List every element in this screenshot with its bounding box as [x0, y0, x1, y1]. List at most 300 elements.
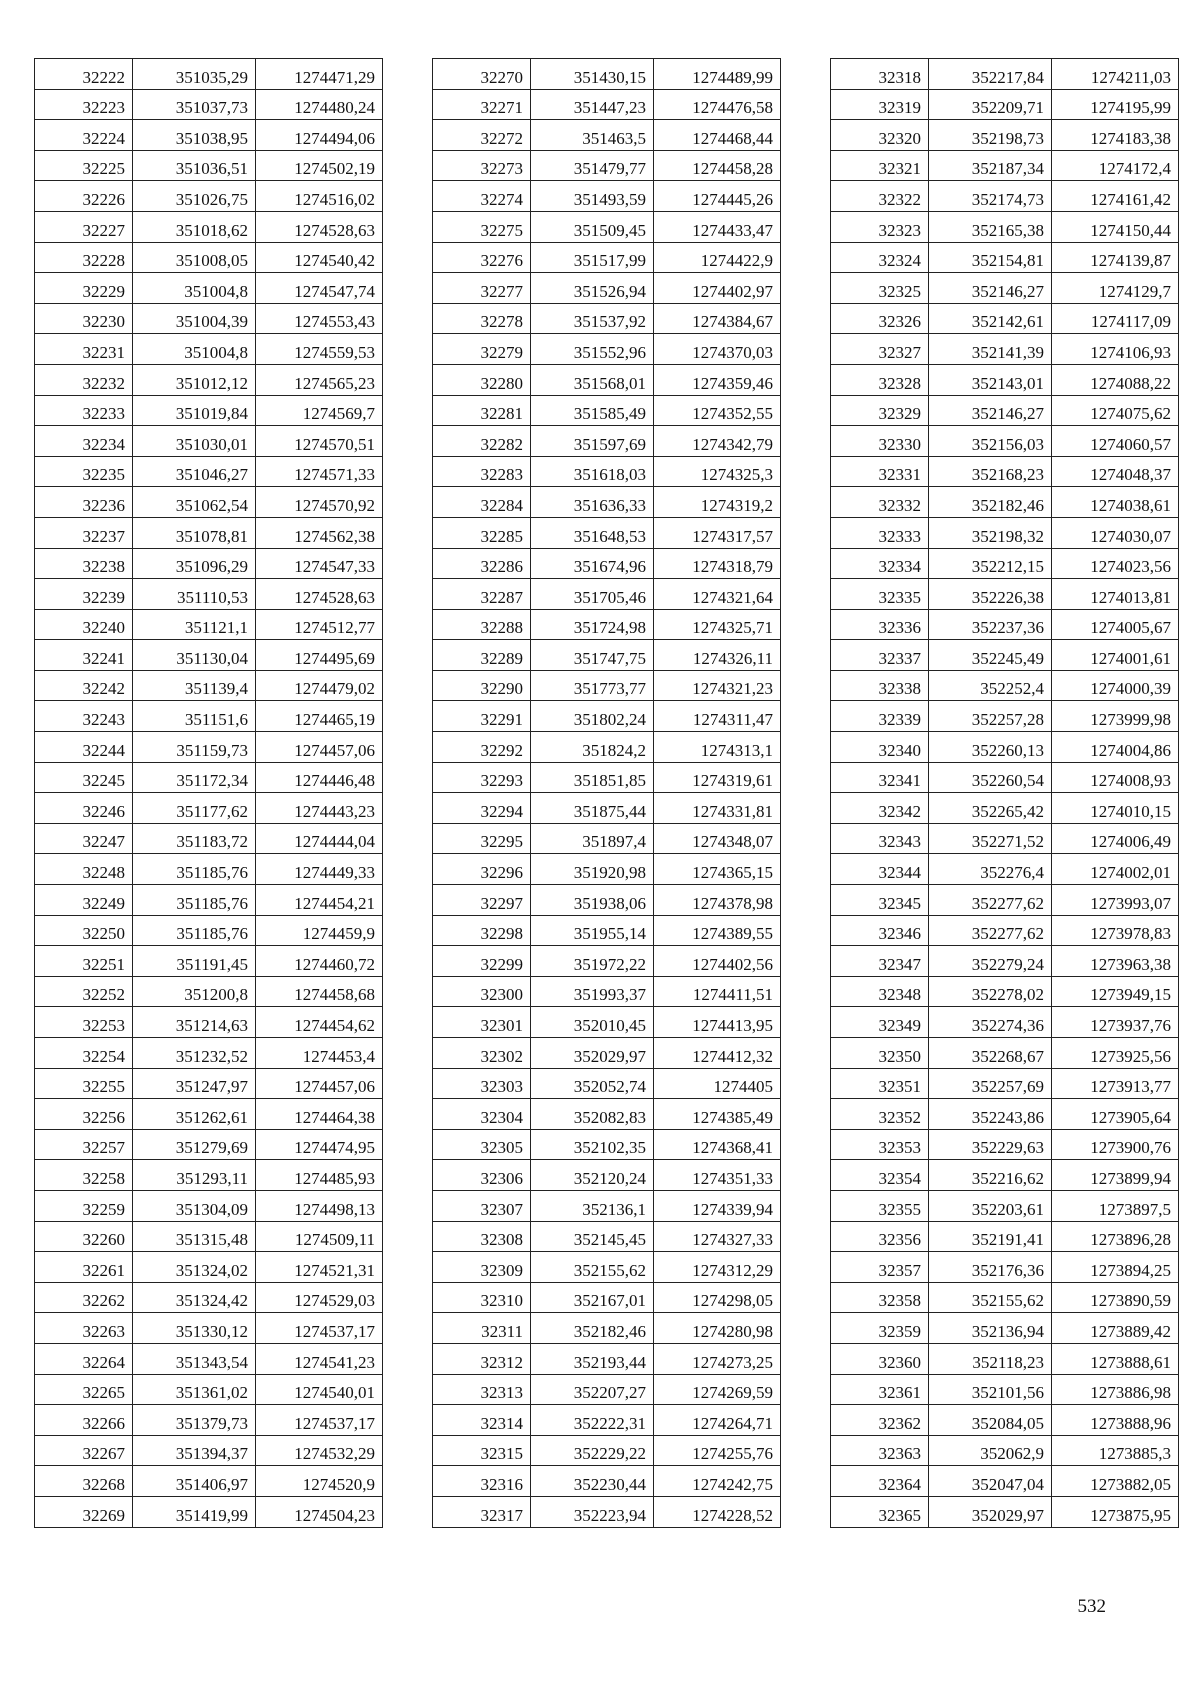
y-coordinate-cell: 1273886,98 [1052, 1374, 1179, 1405]
y-coordinate-cell: 1274457,06 [256, 1068, 383, 1099]
table-row [35, 946, 383, 977]
y-coordinate-cell: 1273999,98 [1052, 701, 1179, 732]
point-number-cell: 32299 [433, 946, 531, 977]
x-coordinate-cell: 352222,31 [531, 1405, 654, 1436]
y-coordinate-cell: 1274038,61 [1052, 487, 1179, 518]
table-row [831, 885, 1179, 916]
y-coordinate-cell: 1274479,02 [256, 670, 383, 701]
x-coordinate-cell: 352155,62 [531, 1252, 654, 1283]
x-coordinate-cell: 352209,71 [929, 89, 1052, 120]
y-coordinate-cell: 1274498,13 [256, 1190, 383, 1221]
x-coordinate-cell: 351159,73 [133, 732, 256, 763]
y-coordinate-cell: 1274321,23 [654, 670, 781, 701]
y-coordinate-cell: 1273899,94 [1052, 1160, 1179, 1191]
table-row [35, 579, 383, 610]
x-coordinate-cell: 352245,49 [929, 640, 1052, 671]
x-coordinate-cell: 351493,59 [531, 181, 654, 212]
point-number-cell: 32253 [35, 1007, 133, 1038]
y-coordinate-cell: 1274060,57 [1052, 426, 1179, 457]
point-number-cell: 32236 [35, 487, 133, 518]
point-number-cell: 32242 [35, 670, 133, 701]
table-row [831, 426, 1179, 457]
x-coordinate-cell: 351185,76 [133, 885, 256, 916]
y-coordinate-cell: 1274359,46 [654, 364, 781, 395]
point-number-cell: 32330 [831, 426, 929, 457]
x-coordinate-cell: 351037,73 [133, 89, 256, 120]
y-coordinate-cell: 1274161,42 [1052, 181, 1179, 212]
x-coordinate-cell: 352274,36 [929, 1007, 1052, 1038]
table-row [433, 1374, 781, 1405]
point-number-cell: 32235 [35, 456, 133, 487]
table-row [35, 1190, 383, 1221]
x-coordinate-cell: 351330,12 [133, 1313, 256, 1344]
table-row [35, 426, 383, 457]
point-number-cell: 32279 [433, 334, 531, 365]
x-coordinate-cell: 351463,5 [531, 120, 654, 151]
point-number-cell: 32256 [35, 1099, 133, 1130]
table-row [433, 181, 781, 212]
table-row [35, 1129, 383, 1160]
y-coordinate-cell: 1274570,92 [256, 487, 383, 518]
point-number-cell: 32331 [831, 456, 929, 487]
y-coordinate-cell: 1274228,52 [654, 1496, 781, 1527]
y-coordinate-cell: 1274023,56 [1052, 548, 1179, 579]
x-coordinate-cell: 352203,61 [929, 1190, 1052, 1221]
table-row [35, 517, 383, 548]
y-coordinate-cell: 1273978,83 [1052, 915, 1179, 946]
x-coordinate-cell: 351993,37 [531, 976, 654, 1007]
point-number-cell: 32307 [433, 1190, 531, 1221]
y-coordinate-cell: 1274402,97 [654, 273, 781, 304]
table-row [35, 89, 383, 120]
x-coordinate-cell: 352191,41 [929, 1221, 1052, 1252]
point-number-cell: 32341 [831, 762, 929, 793]
point-number-cell: 32238 [35, 548, 133, 579]
x-coordinate-cell: 351151,6 [133, 701, 256, 732]
x-coordinate-cell: 351552,96 [531, 334, 654, 365]
x-coordinate-cell: 352142,61 [929, 303, 1052, 334]
table-row [35, 273, 383, 304]
y-coordinate-cell: 1274195,99 [1052, 89, 1179, 120]
x-coordinate-cell: 351019,84 [133, 395, 256, 426]
y-coordinate-cell: 1274459,9 [256, 915, 383, 946]
point-number-cell: 32332 [831, 487, 929, 518]
point-number-cell: 32334 [831, 548, 929, 579]
point-number-cell: 32278 [433, 303, 531, 334]
y-coordinate-cell: 1274389,55 [654, 915, 781, 946]
x-coordinate-cell: 352230,44 [531, 1466, 654, 1497]
point-number-cell: 32352 [831, 1099, 929, 1130]
x-coordinate-cell: 352120,24 [531, 1160, 654, 1191]
y-coordinate-cell: 1274512,77 [256, 609, 383, 640]
x-coordinate-cell: 351430,15 [531, 59, 654, 90]
x-coordinate-cell: 352265,42 [929, 793, 1052, 824]
y-coordinate-cell: 1273894,25 [1052, 1252, 1179, 1283]
table-row [35, 1099, 383, 1130]
table-row [35, 732, 383, 763]
y-coordinate-cell: 1274532,29 [256, 1435, 383, 1466]
x-coordinate-cell: 351724,98 [531, 609, 654, 640]
x-coordinate-cell: 352216,62 [929, 1160, 1052, 1191]
point-number-cell: 32283 [433, 456, 531, 487]
table-row [831, 1405, 1179, 1436]
point-number-cell: 32240 [35, 609, 133, 640]
y-coordinate-cell: 1274211,03 [1052, 59, 1179, 90]
table-row [831, 1313, 1179, 1344]
x-coordinate-cell: 352187,34 [929, 150, 1052, 181]
y-coordinate-cell: 1274325,71 [654, 609, 781, 640]
point-number-cell: 32323 [831, 211, 929, 242]
x-coordinate-cell: 352237,36 [929, 609, 1052, 640]
y-coordinate-cell: 1274327,33 [654, 1221, 781, 1252]
x-coordinate-cell: 351293,11 [133, 1160, 256, 1191]
table-row [35, 1007, 383, 1038]
x-coordinate-cell: 352062,9 [929, 1435, 1052, 1466]
y-coordinate-cell: 1274242,75 [654, 1466, 781, 1497]
y-coordinate-cell: 1274352,55 [654, 395, 781, 426]
table-row [433, 548, 781, 579]
point-number-cell: 32318 [831, 59, 929, 90]
x-coordinate-cell: 351191,45 [133, 946, 256, 977]
point-number-cell: 32222 [35, 59, 133, 90]
point-number-cell: 32223 [35, 89, 133, 120]
x-coordinate-cell: 351705,46 [531, 579, 654, 610]
table-row [831, 1129, 1179, 1160]
table-row [831, 793, 1179, 824]
y-coordinate-cell: 1273875,95 [1052, 1496, 1179, 1527]
y-coordinate-cell: 1273913,77 [1052, 1068, 1179, 1099]
x-coordinate-cell: 352223,94 [531, 1496, 654, 1527]
table-row [433, 854, 781, 885]
point-number-cell: 32228 [35, 242, 133, 273]
table-row [35, 793, 383, 824]
x-coordinate-cell: 351379,73 [133, 1405, 256, 1436]
y-coordinate-cell: 1274106,93 [1052, 334, 1179, 365]
table-row [831, 395, 1179, 426]
table-row [831, 456, 1179, 487]
table-row [433, 334, 781, 365]
y-coordinate-cell: 1274547,74 [256, 273, 383, 304]
y-coordinate-cell: 1274454,62 [256, 1007, 383, 1038]
point-number-cell: 32260 [35, 1221, 133, 1252]
y-coordinate-cell: 1274520,9 [256, 1466, 383, 1497]
table-row [433, 1221, 781, 1252]
y-coordinate-cell: 1274422,9 [654, 242, 781, 273]
point-number-cell: 32263 [35, 1313, 133, 1344]
y-coordinate-cell: 1274129,7 [1052, 273, 1179, 304]
y-coordinate-cell: 1274405 [654, 1068, 781, 1099]
point-number-cell: 32348 [831, 976, 929, 1007]
x-coordinate-cell: 352155,62 [929, 1282, 1052, 1313]
y-coordinate-cell: 1274540,42 [256, 242, 383, 273]
x-coordinate-cell: 351062,54 [133, 487, 256, 518]
x-coordinate-cell: 351004,39 [133, 303, 256, 334]
x-coordinate-cell: 351972,22 [531, 946, 654, 977]
point-number-cell: 32325 [831, 273, 929, 304]
table-row [35, 1343, 383, 1374]
table-row [35, 854, 383, 885]
y-coordinate-cell: 1273882,05 [1052, 1466, 1179, 1497]
y-coordinate-cell: 1273888,96 [1052, 1405, 1179, 1436]
y-coordinate-cell: 1274509,11 [256, 1221, 383, 1252]
y-coordinate-cell: 1274030,07 [1052, 517, 1179, 548]
table-row [433, 89, 781, 120]
table-row [433, 1038, 781, 1069]
point-number-cell: 32355 [831, 1190, 929, 1221]
point-number-cell: 32346 [831, 915, 929, 946]
point-number-cell: 32231 [35, 334, 133, 365]
point-number-cell: 32229 [35, 273, 133, 304]
coordinate-table-1 [34, 58, 383, 1528]
x-coordinate-cell: 352047,04 [929, 1466, 1052, 1497]
x-coordinate-cell: 352084,05 [929, 1405, 1052, 1436]
table-row [35, 548, 383, 579]
x-coordinate-cell: 351897,4 [531, 823, 654, 854]
point-number-cell: 32363 [831, 1435, 929, 1466]
table-row [831, 1221, 1179, 1252]
point-number-cell: 32344 [831, 854, 929, 885]
y-coordinate-cell: 1274006,49 [1052, 823, 1179, 854]
table-row [831, 273, 1179, 304]
point-number-cell: 32303 [433, 1068, 531, 1099]
y-coordinate-cell: 1274319,2 [654, 487, 781, 518]
x-coordinate-cell: 352146,27 [929, 395, 1052, 426]
point-number-cell: 32247 [35, 823, 133, 854]
point-number-cell: 32343 [831, 823, 929, 854]
table-row [35, 640, 383, 671]
table-row [433, 1160, 781, 1191]
table-row [831, 1038, 1179, 1069]
point-number-cell: 32276 [433, 242, 531, 273]
x-coordinate-cell: 351078,81 [133, 517, 256, 548]
table-row [35, 1496, 383, 1527]
x-coordinate-cell: 351139,4 [133, 670, 256, 701]
y-coordinate-cell: 1274365,15 [654, 854, 781, 885]
table-row [831, 609, 1179, 640]
table-row [831, 1160, 1179, 1191]
point-number-cell: 32360 [831, 1343, 929, 1374]
y-coordinate-cell: 1274494,06 [256, 120, 383, 151]
x-coordinate-cell: 351247,97 [133, 1068, 256, 1099]
x-coordinate-cell: 352136,1 [531, 1190, 654, 1221]
x-coordinate-cell: 351121,1 [133, 609, 256, 640]
table-row [35, 701, 383, 732]
x-coordinate-cell: 351046,27 [133, 456, 256, 487]
y-coordinate-cell: 1274326,11 [654, 640, 781, 671]
point-number-cell: 32350 [831, 1038, 929, 1069]
x-coordinate-cell: 351509,45 [531, 211, 654, 242]
table-row [433, 823, 781, 854]
table-row [433, 1343, 781, 1374]
x-coordinate-cell: 351030,01 [133, 426, 256, 457]
x-coordinate-cell: 352154,81 [929, 242, 1052, 273]
x-coordinate-cell: 352279,24 [929, 946, 1052, 977]
table-row [831, 487, 1179, 518]
y-coordinate-cell: 1274088,22 [1052, 364, 1179, 395]
table-row [831, 640, 1179, 671]
table-row [433, 456, 781, 487]
table-row [831, 1496, 1179, 1527]
table-row [433, 517, 781, 548]
table-row [433, 426, 781, 457]
x-coordinate-cell: 352029,97 [531, 1038, 654, 1069]
y-coordinate-cell: 1274453,4 [256, 1038, 383, 1069]
y-coordinate-cell: 1274269,59 [654, 1374, 781, 1405]
point-number-cell: 32313 [433, 1374, 531, 1405]
x-coordinate-cell: 351324,02 [133, 1252, 256, 1283]
point-number-cell: 32233 [35, 395, 133, 426]
table-row [35, 211, 383, 242]
table-row [35, 1374, 383, 1405]
x-coordinate-cell: 351875,44 [531, 793, 654, 824]
x-coordinate-cell: 351406,97 [133, 1466, 256, 1497]
x-coordinate-cell: 351012,12 [133, 364, 256, 395]
x-coordinate-cell: 352276,4 [929, 854, 1052, 885]
y-coordinate-cell: 1273963,38 [1052, 946, 1179, 977]
x-coordinate-cell: 351479,77 [531, 150, 654, 181]
table-row [433, 1313, 781, 1344]
x-coordinate-cell: 351517,99 [531, 242, 654, 273]
y-coordinate-cell: 1274471,29 [256, 59, 383, 90]
table-row [433, 211, 781, 242]
table-row [35, 456, 383, 487]
x-coordinate-cell: 352176,36 [929, 1252, 1052, 1283]
point-number-cell: 32317 [433, 1496, 531, 1527]
table-row [433, 487, 781, 518]
point-number-cell: 32297 [433, 885, 531, 916]
y-coordinate-cell: 1274541,23 [256, 1343, 383, 1374]
x-coordinate-cell: 351008,05 [133, 242, 256, 273]
point-number-cell: 32225 [35, 150, 133, 181]
table-row [831, 1466, 1179, 1497]
point-number-cell: 32290 [433, 670, 531, 701]
x-coordinate-cell: 351802,24 [531, 701, 654, 732]
y-coordinate-cell: 1274458,28 [654, 150, 781, 181]
point-number-cell: 32282 [433, 426, 531, 457]
x-coordinate-cell: 351130,04 [133, 640, 256, 671]
table-row [831, 1099, 1179, 1130]
table-row [433, 915, 781, 946]
point-number-cell: 32311 [433, 1313, 531, 1344]
point-number-cell: 32262 [35, 1282, 133, 1313]
y-coordinate-cell: 1274495,69 [256, 640, 383, 671]
table-row [433, 1496, 781, 1527]
point-number-cell: 32257 [35, 1129, 133, 1160]
x-coordinate-cell: 352271,52 [929, 823, 1052, 854]
x-coordinate-cell: 352165,38 [929, 211, 1052, 242]
point-number-cell: 32268 [35, 1466, 133, 1497]
y-coordinate-cell: 1274010,15 [1052, 793, 1179, 824]
point-number-cell: 32336 [831, 609, 929, 640]
x-coordinate-cell: 351004,8 [133, 334, 256, 365]
x-coordinate-cell: 351096,29 [133, 548, 256, 579]
x-coordinate-cell: 352229,22 [531, 1435, 654, 1466]
point-number-cell: 32349 [831, 1007, 929, 1038]
point-number-cell: 32340 [831, 732, 929, 763]
x-coordinate-cell: 352118,23 [929, 1343, 1052, 1374]
y-coordinate-cell: 1274351,33 [654, 1160, 781, 1191]
y-coordinate-cell: 1274540,01 [256, 1374, 383, 1405]
y-coordinate-cell: 1274370,03 [654, 334, 781, 365]
table-row [35, 1282, 383, 1313]
y-coordinate-cell: 1274348,07 [654, 823, 781, 854]
x-coordinate-cell: 351747,75 [531, 640, 654, 671]
table-row [831, 548, 1179, 579]
y-coordinate-cell: 1274002,01 [1052, 854, 1179, 885]
x-coordinate-cell: 352193,44 [531, 1343, 654, 1374]
table-row [35, 395, 383, 426]
y-coordinate-cell: 1274139,87 [1052, 242, 1179, 273]
x-coordinate-cell: 351315,48 [133, 1221, 256, 1252]
point-number-cell: 32327 [831, 334, 929, 365]
table-row [433, 670, 781, 701]
point-number-cell: 32296 [433, 854, 531, 885]
point-number-cell: 32224 [35, 120, 133, 151]
table-row [35, 1466, 383, 1497]
y-coordinate-cell: 1274569,7 [256, 395, 383, 426]
table-row [831, 670, 1179, 701]
table-row [831, 181, 1179, 212]
point-number-cell: 32301 [433, 1007, 531, 1038]
table-row [433, 1252, 781, 1283]
x-coordinate-cell: 352102,35 [531, 1129, 654, 1160]
table-row [831, 1282, 1179, 1313]
table-row [433, 762, 781, 793]
table-row [35, 150, 383, 181]
table-row [831, 120, 1179, 151]
table-row [433, 1435, 781, 1466]
y-coordinate-cell: 1274570,51 [256, 426, 383, 457]
x-coordinate-cell: 352168,23 [929, 456, 1052, 487]
x-coordinate-cell: 351026,75 [133, 181, 256, 212]
table-row [35, 334, 383, 365]
x-coordinate-cell: 351214,63 [133, 1007, 256, 1038]
point-number-cell: 32232 [35, 364, 133, 395]
y-coordinate-cell: 1274013,81 [1052, 579, 1179, 610]
table-row [831, 579, 1179, 610]
x-coordinate-cell: 351361,02 [133, 1374, 256, 1405]
table-row [433, 1190, 781, 1221]
y-coordinate-cell: 1274318,79 [654, 548, 781, 579]
table-row [433, 1405, 781, 1436]
y-coordinate-cell: 1274402,56 [654, 946, 781, 977]
page-number: 532 [1077, 1596, 1106, 1617]
x-coordinate-cell: 351824,2 [531, 732, 654, 763]
point-number-cell: 32266 [35, 1405, 133, 1436]
x-coordinate-cell: 351568,01 [531, 364, 654, 395]
table-row [35, 885, 383, 916]
x-coordinate-cell: 351185,76 [133, 854, 256, 885]
point-number-cell: 32227 [35, 211, 133, 242]
table-row [35, 1313, 383, 1344]
table-row [831, 1252, 1179, 1283]
y-coordinate-cell: 1274004,86 [1052, 732, 1179, 763]
x-coordinate-cell: 351004,8 [133, 273, 256, 304]
table-row [831, 915, 1179, 946]
y-coordinate-cell: 1274313,1 [654, 732, 781, 763]
x-coordinate-cell: 352260,13 [929, 732, 1052, 763]
y-coordinate-cell: 1273905,64 [1052, 1099, 1179, 1130]
table-row [433, 640, 781, 671]
point-number-cell: 32293 [433, 762, 531, 793]
coordinate-table-3 [830, 58, 1179, 1528]
point-number-cell: 32361 [831, 1374, 929, 1405]
table-row [433, 579, 781, 610]
y-coordinate-cell: 1274480,24 [256, 89, 383, 120]
table-row [831, 1190, 1179, 1221]
y-coordinate-cell: 1273993,07 [1052, 885, 1179, 916]
y-coordinate-cell: 1274008,93 [1052, 762, 1179, 793]
